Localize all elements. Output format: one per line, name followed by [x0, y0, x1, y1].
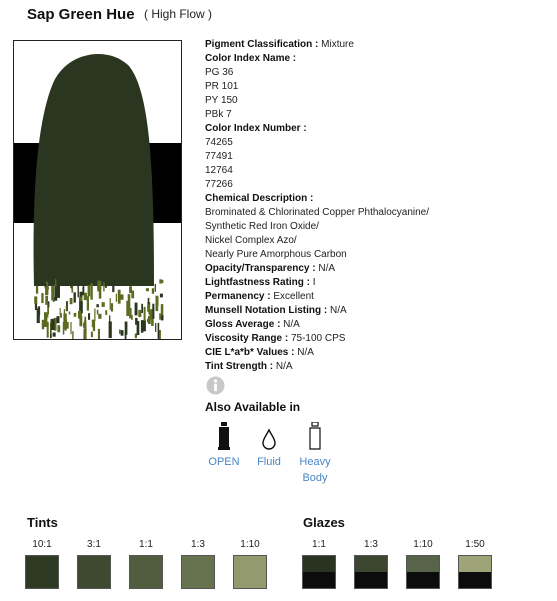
- property-value: 77491: [205, 151, 233, 162]
- glaze-swatch: [302, 555, 336, 589]
- property-value: Mixture: [318, 39, 354, 50]
- property-value: 74265: [205, 137, 233, 148]
- glaze-chip: [406, 538, 440, 589]
- property-row: [205, 94, 545, 108]
- property-row: [205, 346, 545, 360]
- product-title: Sap Green Hue: [27, 6, 135, 23]
- property-row: [205, 136, 545, 150]
- property-row: [205, 122, 545, 136]
- property-row: [205, 220, 545, 234]
- property-row: [205, 108, 545, 122]
- property-label: Lightfastness Rating :: [205, 277, 311, 288]
- property-value: N/A: [280, 319, 300, 330]
- property-label: Munsell Notation Listing :: [205, 305, 328, 316]
- property-value: Synthetic Red Iron Oxide/: [205, 221, 319, 232]
- product-variant: ( High Flow ): [144, 7, 213, 21]
- droplet-icon: [252, 422, 286, 450]
- tint-swatch: [129, 555, 163, 589]
- tint-chip: [129, 538, 163, 589]
- property-value: PBk 7: [205, 109, 232, 120]
- property-value: Nickel Complex Azo/: [205, 235, 297, 246]
- available-heavy-body[interactable]: [296, 422, 334, 486]
- tint-chip: [77, 538, 111, 589]
- property-label: CIE L*a*b* Values :: [205, 347, 295, 358]
- tube-icon: [208, 422, 240, 450]
- glaze-swatch: [354, 555, 388, 589]
- glazes-title: Glazes: [303, 515, 345, 530]
- chip-ratio-label: 1:50: [465, 539, 485, 550]
- chip-ratio-label: 1:3: [191, 539, 205, 550]
- property-row: [205, 150, 545, 164]
- property-row: [205, 164, 545, 178]
- glaze-swatch: [458, 555, 492, 589]
- glaze-swatch: [406, 555, 440, 589]
- paint-mass: [34, 54, 154, 286]
- tint-swatch: [77, 555, 111, 589]
- chip-ratio-label: 1:1: [139, 539, 153, 550]
- property-value: PG 36: [205, 67, 234, 78]
- property-value: N/A: [315, 263, 336, 274]
- bottle-icon: [296, 422, 334, 450]
- property-row: [205, 66, 545, 80]
- property-label: Tint Strength :: [205, 361, 274, 372]
- property-label: Color Index Name :: [205, 53, 297, 64]
- tint-chip: [25, 538, 59, 589]
- property-row: [205, 206, 545, 220]
- chip-ratio-label: 1:10: [413, 539, 433, 550]
- property-row: [205, 192, 545, 206]
- property-label: Color Index Number :: [205, 123, 307, 134]
- property-value: 12764: [205, 165, 233, 176]
- tints-title: Tints: [27, 515, 58, 530]
- property-value: N/A: [273, 361, 293, 372]
- property-label: Chemical Description :: [205, 193, 314, 204]
- property-row: [205, 234, 545, 248]
- glaze-chip: [354, 538, 388, 589]
- pigment-properties: [205, 38, 545, 374]
- property-value: I: [310, 277, 316, 288]
- property-value: 75-100 CPS: [288, 333, 346, 344]
- property-label: Opacity/Transparency :: [205, 263, 316, 274]
- property-value: PY 150: [205, 95, 238, 106]
- property-row: [205, 290, 545, 304]
- property-row: [205, 332, 545, 346]
- property-value: Excellent: [270, 291, 314, 302]
- property-value: 77266: [205, 179, 233, 190]
- property-row: [205, 178, 545, 192]
- property-label: Gloss Average :: [205, 319, 281, 330]
- property-row: [205, 248, 545, 262]
- property-row: [205, 80, 545, 94]
- chip-ratio-label: 1:10: [240, 539, 260, 550]
- property-value: Nearly Pure Amorphous Carbon: [205, 249, 347, 260]
- available-heavy-body-label: Heavy Body: [299, 456, 331, 484]
- property-value: N/A: [294, 347, 314, 358]
- chip-ratio-label: 1:3: [364, 539, 378, 550]
- paint-drybrush-strokes: [34, 279, 163, 339]
- tint-swatch: [181, 555, 215, 589]
- tint-swatch: [233, 555, 267, 589]
- property-label: Viscosity Range :: [205, 333, 289, 344]
- property-label: Permanency :: [205, 291, 271, 302]
- available-fluid-label: Fluid: [257, 456, 281, 468]
- property-row: [205, 318, 545, 332]
- glaze-chip: [302, 538, 336, 589]
- tint-swatch: [25, 555, 59, 589]
- property-label: Pigment Classification :: [205, 39, 319, 50]
- chip-ratio-label: 1:1: [312, 539, 326, 550]
- property-row: [205, 38, 545, 52]
- paint-swatch-image: [13, 40, 182, 340]
- property-row: [205, 262, 545, 276]
- tint-chip: [233, 538, 267, 589]
- glaze-chip: [458, 538, 492, 589]
- property-row: [205, 360, 545, 374]
- property-value: Brominated & Chlorinated Copper Phthalocyanine/: [205, 207, 430, 218]
- chip-ratio-label: 3:1: [87, 539, 101, 550]
- available-open[interactable]: [208, 422, 240, 470]
- available-fluid[interactable]: [252, 422, 286, 470]
- tint-chip: [181, 538, 215, 589]
- property-row: [205, 52, 545, 66]
- available-open-label: OPEN: [208, 456, 240, 468]
- property-row: [205, 304, 545, 318]
- info-icon[interactable]: [206, 376, 225, 395]
- also-available-title: Also Available in: [205, 400, 301, 414]
- property-value: PR 101: [205, 81, 239, 92]
- chip-ratio-label: 10:1: [32, 539, 52, 550]
- property-value: N/A: [327, 305, 347, 316]
- property-row: [205, 276, 545, 290]
